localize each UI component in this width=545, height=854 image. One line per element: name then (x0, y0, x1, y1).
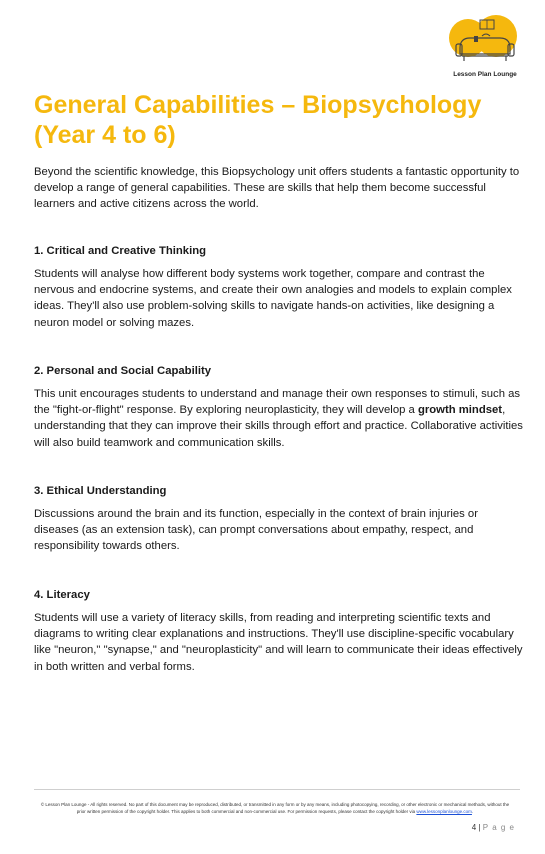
page-title: General Capabilities – Biopsychology (Year 4 to 6) (34, 91, 482, 149)
section-heading-critical-thinking: 1. Critical and Creative Thinking (34, 245, 207, 257)
intro-paragraph: Beyond the scientific knowledge, this Biopsychology unit offers students a fantastic opportunity to develop a range of general capabilities. These are skills that help them become successful learners and active citizens across the world. (34, 166, 520, 211)
page-label: P a g e (482, 823, 515, 832)
section-body-personal-social (34, 386, 524, 451)
logo-icon (446, 14, 524, 70)
section-body-ethical: Discussions around the brain and its function, especially in the context of brain injuries or diseases (as an extension task), can prompt conversations about empathy, respect, and responsibility towards others. (34, 508, 478, 553)
footer-period: . (471, 808, 474, 814)
page-number (472, 823, 515, 832)
logo-text: Lesson Plan Lounge (453, 71, 517, 78)
section-body-critical-thinking: Students will analyse how different body systems work together, compare and contrast the nervous and endocrine systems, and create their own analogies and models to explain complex ideas. They'll also use problem-solving skills to navigate hands-on activities, like designing a neuron model or solving mazes. (34, 268, 512, 329)
growth-mindset-emphasis: growth mindset (417, 404, 503, 417)
footer-divider (34, 789, 520, 790)
footer-copyright (40, 802, 510, 815)
section-body-literacy: Students will use a variety of literacy skills, from reading and interpreting scientific texts and diagrams to writing clear explanations and instructions. They'll use discipline-specific vocabulary like "neuron," "synapse," and "neuroplasticity" and will learn to communicate their ideas effectively in both written and verbal forms. (34, 612, 523, 673)
page-separator: | (478, 823, 481, 832)
section-heading-personal-social: 2. Personal and Social Capability (34, 365, 212, 377)
section-body-text: This unit encourages students to understand and manage their own responses to stimuli, such as the "fight-or-flight" response. By exploring neuroplasticity, they will develop a (34, 388, 521, 417)
page-number-value: 4 (471, 823, 477, 832)
section-heading-ethical: 3. Ethical Understanding (34, 485, 167, 497)
footer-copyright-text: © Lesson Plan Lounge - All rights reserved. No part of this document may be reproduced, distributed, or transmitted in any form or by any means, including photocopying, recording, or other electronic or mechanical methods, without the prior written permission of the copyright holder. This applies to both commercial and non-commercial use. For permission requests, please contact the copyright holder via (40, 802, 510, 814)
footer-website-link[interactable]: www.lessonplanlounge.com (416, 808, 472, 814)
section-body-text: , understanding that they can improve their skills through effort and practice. Collaborative activities will also build teamwork and communication skills. (34, 404, 523, 449)
section-heading-literacy: 4. Literacy (34, 589, 90, 601)
